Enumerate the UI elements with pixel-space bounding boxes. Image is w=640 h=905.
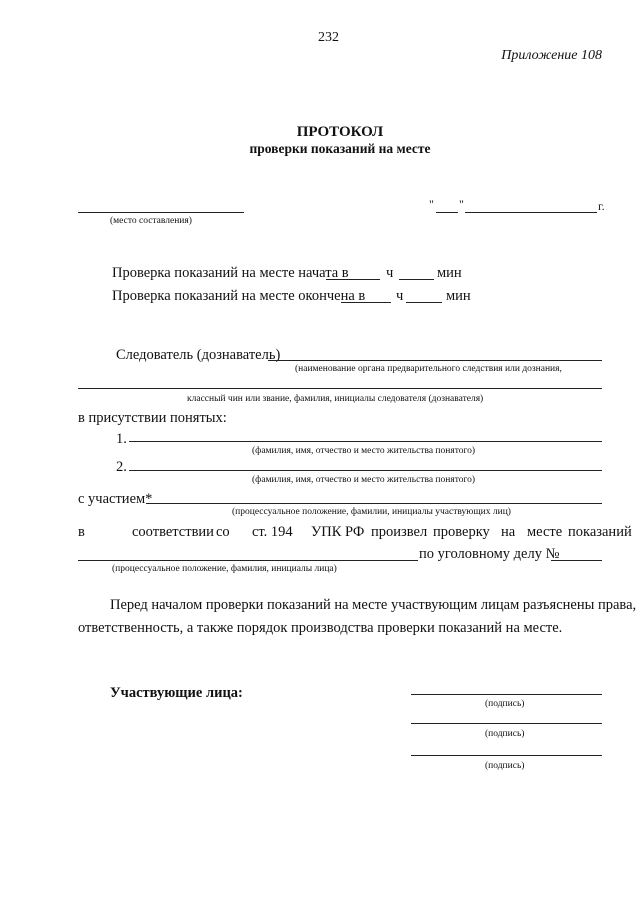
participants-caption: (процессуальное положение, фамилии, инициалы участвующих лиц) [232,507,511,517]
page-number: 232 [318,30,339,45]
statement-word: ст. 194 [252,524,293,540]
date-day-line[interactable] [436,212,458,213]
explanation-line-1: Перед началом проверки показаний на месте участвующим лицам разъяснены права, [110,597,637,613]
witness-2-caption: (фамилия, имя, отчество и место жительства понятого) [252,475,476,485]
end-time-label: Проверка показаний на месте окончена в [112,288,366,304]
start-time-label: Проверка показаний на месте начата в [112,265,349,281]
date-quote-close: " [459,197,464,211]
investigator-label: Следователь (дознаватель) [116,347,281,363]
statement-word: в [78,524,85,540]
start-hour-label: ч [386,265,394,281]
statement-word: со [216,524,230,540]
signature-line-3[interactable] [411,755,602,756]
end-minute-line[interactable] [406,302,442,303]
statement-word: показаний [568,524,632,540]
document-title: ПРОТОКОЛ [296,124,384,140]
witness-2-line[interactable] [129,470,602,471]
case-label: по уголовному делу № [419,546,560,562]
witness-2-number: 2. [116,459,127,475]
signature-caption-3: (подпись) [485,761,525,771]
document-subtitle: проверки показаний на месте [249,141,431,156]
date-month-year-line[interactable] [465,212,597,213]
signature-caption-2: (подпись) [485,729,525,739]
signature-line-1[interactable] [411,694,602,695]
date-quote-open: " [429,197,434,211]
end-hour-line[interactable] [341,302,391,303]
witness-1-line[interactable] [129,441,602,442]
statement-word: соответствии [132,524,214,540]
end-minute-label: мин [446,288,471,304]
witness-1-number: 1. [116,431,127,447]
signature-caption-1: (подпись) [485,699,525,709]
start-minute-line[interactable] [399,279,434,280]
place-line[interactable] [78,212,244,213]
statement-word: на [501,524,516,540]
investigator-caption-2: классный чин или звание, фамилия, инициалы следователя (дознавателя) [187,394,484,404]
statement-word: месте [527,524,563,540]
statement-word: УПК РФ [311,524,365,540]
witnesses-label: в присутствии понятых: [78,410,227,426]
investigator-caption-1: (наименование органа предварительного следствия или дознания, [295,364,562,374]
explanation-line-2: ответственность, а также порядок производства проверки показаний на месте. [78,620,563,636]
end-hour-label: ч [396,288,404,304]
investigator-line-2[interactable] [78,388,602,389]
start-hour-line[interactable] [326,279,380,280]
signature-line-2[interactable] [411,723,602,724]
appendix-label: Приложение 108 [501,48,602,63]
witness-1-caption: (фамилия, имя, отчество и место жительства понятого) [252,446,476,456]
participants-label: с участием* [78,491,153,507]
person-line[interactable] [78,560,418,561]
statement-word: проверку [433,524,490,540]
person-caption: (процессуальное положение, фамилия, инициалы лица) [112,564,337,574]
participants-signatures-label: Участвующие лица: [110,685,243,701]
place-caption: (место составления) [110,216,192,226]
statement-word: произвел [371,524,428,540]
case-number-line[interactable] [551,560,602,561]
start-minute-label: мин [437,265,462,281]
participants-line[interactable] [146,503,602,504]
investigator-line-1[interactable] [268,360,602,361]
year-suffix: г. [598,199,605,213]
